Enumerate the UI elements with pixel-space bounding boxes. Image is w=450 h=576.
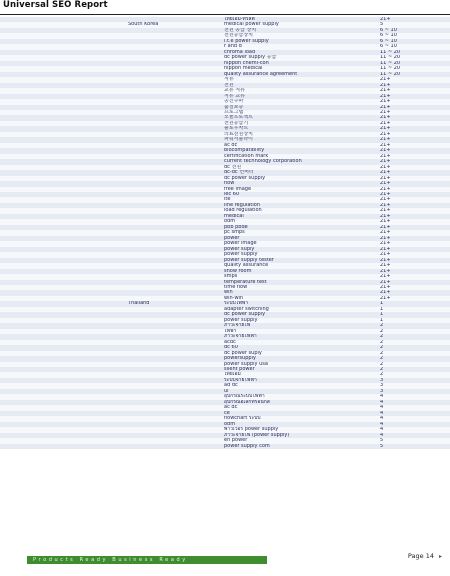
rank-cell: 21+ <box>380 131 391 137</box>
keyword-cell: win <box>224 290 233 296</box>
rank-cell: 1 <box>380 317 384 323</box>
keyword-cell: power supply <box>224 252 258 258</box>
keyword-cell: pc smps <box>224 230 245 236</box>
keyword-cell: silent power <box>224 367 255 372</box>
keyword-cell: ad dc <box>224 383 238 389</box>
keyword-cell: power supply usa <box>224 361 268 367</box>
keyword-cell: power supply tester <box>224 257 274 263</box>
rank-cell: 21+ <box>380 213 391 219</box>
rank-cell: 21+ <box>380 279 391 285</box>
rank-cell: 2 <box>380 367 384 372</box>
rank-cell: 21+ <box>380 202 391 208</box>
keyword-cell: 교류 직류 <box>224 88 245 94</box>
rank-cell: 2 <box>380 334 384 340</box>
keyword-cell: power image <box>224 241 257 247</box>
rank-cell: 6 ~ 10 <box>380 38 397 44</box>
keyword-cell: 파워서플라이 <box>224 137 253 143</box>
keyword-cell: load regulation <box>224 208 262 214</box>
rank-cell: 21+ <box>380 241 391 247</box>
keyword-cell: 직류 교류 <box>224 93 245 99</box>
rank-cell: 21+ <box>380 208 391 214</box>
rank-cell: 4 <box>380 427 384 433</box>
page-number: Page 14 <box>407 552 434 560</box>
rank-cell: 21+ <box>380 164 391 170</box>
keyword-cell: iec 60 <box>224 192 240 197</box>
keyword-cell: biocompatibility <box>224 148 265 154</box>
rank-cell: 3 <box>380 388 384 394</box>
rank-cell: 21+ <box>380 142 391 148</box>
keyword-cell: 전원 <box>224 82 234 88</box>
keyword-cell: 공진주파 <box>224 99 244 105</box>
rank-cell: 21+ <box>380 268 391 274</box>
rank-cell: 21+ <box>380 219 391 225</box>
keyword-cell: medical power supply <box>224 22 279 28</box>
rank-cell: 21+ <box>380 148 391 154</box>
keyword-cell: dc power supply 공급 <box>224 55 277 61</box>
keyword-cell: chroma load <box>224 49 256 55</box>
rank-cell: 21+ <box>380 115 391 121</box>
rank-cell: 11 ~ 20 <box>380 49 401 55</box>
keyword-cell: dc power suply <box>224 350 262 356</box>
keyword-cell: dc power supply <box>224 312 266 318</box>
keyword-cell: 플로우차트 <box>224 126 249 132</box>
rank-cell: 4 <box>380 416 384 422</box>
rank-cell: 5 <box>380 22 384 28</box>
keyword-cell: dc 60 <box>224 345 238 351</box>
keyword-cell: power <box>224 235 240 241</box>
keyword-cell: 전원 공급 장치 <box>224 27 257 33</box>
keyword-cell: ระบบจ่ายไฟฟ้า <box>224 377 257 383</box>
rank-cell: 21+ <box>380 99 391 105</box>
keyword-cell: current technology corporation <box>224 159 302 165</box>
rank-cell: 3 <box>380 383 384 389</box>
rank-cell: 2 <box>380 339 384 345</box>
keyword-cell: r and d <box>224 44 242 50</box>
rank-cell: 21+ <box>380 93 391 99</box>
keyword-cell: ไทยเอ็ม <box>224 372 241 378</box>
keyword-ranking-table <box>0 17 450 449</box>
rank-cell: 21+ <box>380 126 391 132</box>
rank-cell: 2 <box>380 328 384 334</box>
keyword-cell: odm <box>224 219 236 225</box>
rank-cell: 21+ <box>380 224 391 230</box>
rank-cell: 4 <box>380 410 384 416</box>
rank-cell: 6 ~ 10 <box>380 33 397 39</box>
rank-cell: 2 <box>380 356 384 362</box>
rank-cell: 21+ <box>380 252 391 258</box>
keyword-cell: l.t.e power supply <box>224 38 269 44</box>
rank-cell: 21+ <box>380 263 391 269</box>
keyword-cell: 직류 <box>224 77 234 83</box>
rank-cell: 21+ <box>380 175 391 181</box>
rank-cell: 21+ <box>380 88 391 94</box>
rank-cell: 21+ <box>380 197 391 203</box>
rank-cell: 3 <box>380 377 384 383</box>
keyword-cell: pbb pbde <box>224 224 248 230</box>
rank-cell: 1 <box>380 312 384 318</box>
rank-cell: 2 <box>380 345 384 351</box>
rank-cell: 21+ <box>380 290 391 296</box>
keyword-cell: ul <box>224 388 229 394</box>
keyword-cell: ระบบไฟฟ้า <box>224 301 249 307</box>
rank-cell: 5 <box>380 443 384 449</box>
rank-cell: 2 <box>380 323 384 329</box>
keyword-cell: อุปกรณ์อิเล็กทรอนิกส์ <box>224 399 270 405</box>
keyword-cell: temperature test <box>224 279 267 285</box>
keyword-cell: 전원공급장치 <box>224 33 253 39</box>
keyword-cell: power supply com <box>224 443 270 449</box>
keyword-cell: smps <box>224 274 238 280</box>
rank-cell: 21+ <box>380 274 391 280</box>
keyword-cell: power suply <box>224 246 255 252</box>
rank-cell: 21+ <box>380 104 391 110</box>
keyword-cell: ac dc <box>224 142 238 148</box>
rank-cell: 11 ~ 20 <box>380 55 401 61</box>
rank-cell: 11 ~ 20 <box>380 60 401 66</box>
rank-cell: 2 <box>380 361 384 367</box>
rank-cell: 4 <box>380 432 384 438</box>
keyword-cell: 의료전원장치 <box>224 131 253 137</box>
rank-cell: 5 <box>380 438 384 444</box>
keyword-cell: 전원공급기 <box>224 120 249 126</box>
rank-cell: 21+ <box>380 181 391 187</box>
keyword-cell: dc 전원 <box>224 164 242 170</box>
rank-cell: 2 <box>380 372 384 378</box>
keyword-cell: ce <box>224 410 230 416</box>
rank-cell: 4 <box>380 399 384 405</box>
table-row <box>0 444 450 449</box>
keyword-cell: ite <box>224 197 231 203</box>
rank-cell: 11 ~ 20 <box>380 66 401 72</box>
rank-cell: 21+ <box>380 159 391 165</box>
rank-cell: 4 <box>380 421 384 427</box>
keyword-cell: win-win <box>224 295 244 301</box>
report-title: Universal SEO Report <box>3 0 108 10</box>
keyword-cell: dc-dc 컨버터 <box>224 170 254 176</box>
rank-cell: 21+ <box>380 17 391 22</box>
keyword-cell: quality assurance <box>224 263 269 269</box>
rank-cell: 1 <box>380 306 384 312</box>
rank-cell: 11 ~ 20 <box>380 71 401 77</box>
keyword-cell: ภาวะจ่ายไฟ (power supply) <box>224 432 290 438</box>
keyword-cell: medical <box>224 213 244 219</box>
rank-cell: 4 <box>380 405 384 411</box>
rank-cell: 21+ <box>380 120 391 126</box>
rank-cell: 21+ <box>380 170 391 176</box>
rank-cell: 21+ <box>380 246 391 252</box>
keyword-cell: show room <box>224 268 252 274</box>
rank-cell: 21+ <box>380 153 391 159</box>
keyword-cell: power supply <box>224 317 258 323</box>
keyword-cell: free image <box>224 186 252 192</box>
rank-cell: 21+ <box>380 82 391 88</box>
keyword-cell: ไทยเอ็ม-ทรัสต์ <box>224 17 255 22</box>
keyword-cell: flow <box>224 181 235 187</box>
rank-cell: 21+ <box>380 186 391 192</box>
rank-cell: 21+ <box>380 235 391 241</box>
rank-cell: 4 <box>380 394 384 400</box>
country-cell: South Korea <box>128 22 159 28</box>
rank-cell: 21+ <box>380 295 391 301</box>
report-header <box>0 0 450 15</box>
keyword-cell: acdc <box>224 339 236 345</box>
rank-cell: 21+ <box>380 284 391 290</box>
rank-cell: 21+ <box>380 192 391 197</box>
keyword-cell: ac dc <box>224 405 238 411</box>
rank-cell: 21+ <box>380 77 391 83</box>
keyword-cell: dc power supply <box>224 175 266 181</box>
rank-cell: 21+ <box>380 257 391 263</box>
keyword-cell: nippon medical <box>224 66 263 72</box>
rank-cell: 21+ <box>380 109 391 115</box>
keyword-cell: ภาวะจ่ายไฟฟ้า <box>224 334 257 340</box>
keyword-cell: 프로그램 <box>224 109 244 115</box>
keyword-cell: 품질보증 <box>224 104 244 110</box>
keyword-cell: time flow <box>224 284 248 290</box>
keyword-cell: nippon chemi-con <box>224 60 269 66</box>
keyword-cell: flowchart ระบบ <box>224 416 261 422</box>
keyword-cell: line regulation <box>224 202 261 208</box>
keyword-cell: en power <box>224 438 248 444</box>
keyword-cell: อุปกรณ์ระบบไฟฟ้า <box>224 394 265 400</box>
keyword-cell: พาวเวอร์ power supply <box>224 427 279 433</box>
rank-cell: 2 <box>380 350 384 356</box>
rank-cell: 6 ~ 10 <box>380 27 397 33</box>
keyword-cell: ไฟฟ้า <box>224 328 237 334</box>
keyword-cell: adapter switching <box>224 306 269 312</box>
rank-cell: 21+ <box>380 230 391 236</box>
keyword-cell: powersupply <box>224 356 256 362</box>
rank-cell: 21+ <box>380 137 391 143</box>
keyword-cell: 모듈프로젝트 <box>224 115 253 121</box>
keyword-cell: ภาวะจ่ายไฟ <box>224 323 251 329</box>
rank-cell: 1 <box>380 301 384 307</box>
next-page-icon[interactable]: ▸ <box>438 553 442 560</box>
keyword-cell: quality assurance agreement <box>224 71 298 77</box>
keyword-cell: odm <box>224 421 236 427</box>
keyword-cell: certification mark <box>224 153 269 159</box>
country-cell: Thailand <box>128 301 150 307</box>
footer-tagline-bar: Products Ready Business Ready <box>27 556 267 564</box>
rank-cell: 6 ~ 10 <box>380 44 397 50</box>
